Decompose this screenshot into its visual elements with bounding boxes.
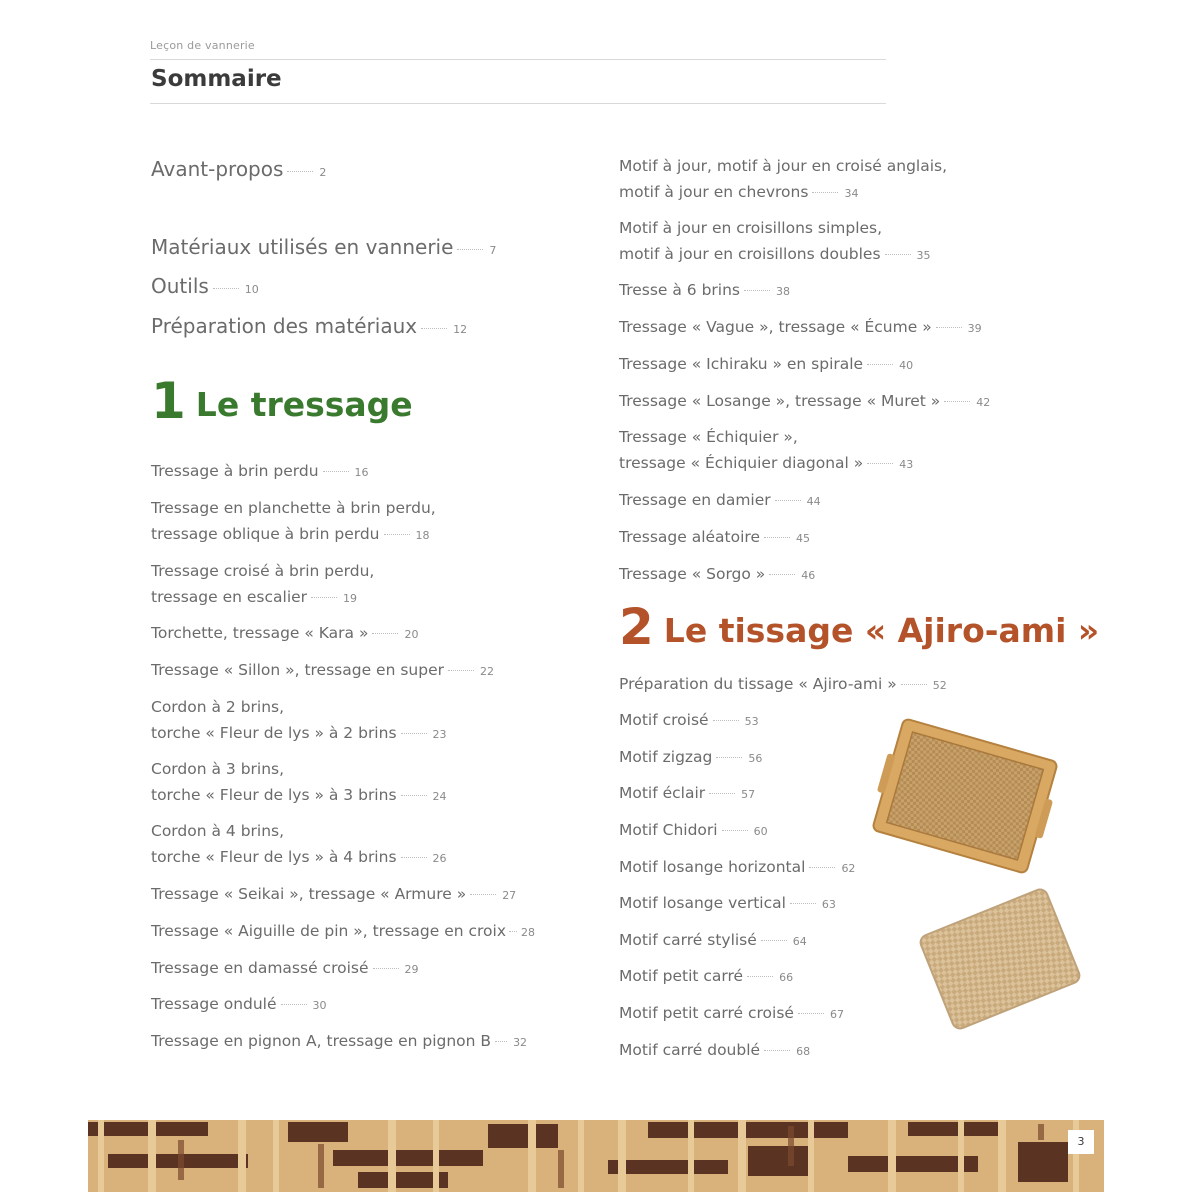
- dot-leader: [421, 328, 447, 329]
- toc-entry-page: 23: [432, 728, 447, 741]
- dot-leader: [384, 534, 410, 535]
- toc-entry[interactable]: [619, 561, 815, 589]
- header-rule-top: [150, 59, 886, 60]
- toc-entry-title: Motif zigzag: [619, 748, 713, 766]
- dot-leader: [373, 968, 399, 969]
- toc-entry-title: Motif carré stylisé: [619, 931, 757, 949]
- toc-entry-page: 16: [354, 466, 369, 479]
- dot-leader: [790, 903, 816, 904]
- toc-entry-line: Motif à jour, motif à jour en croisé anglais,: [619, 157, 948, 175]
- toc-entry-page: 57: [741, 788, 756, 801]
- dot-leader: [323, 471, 349, 472]
- dot-leader: [867, 364, 893, 365]
- toc-entry-page: 38: [776, 285, 791, 298]
- toc-entry-title: Préparation des matériaux: [151, 314, 418, 338]
- toc-entry-page: 66: [779, 971, 794, 984]
- dot-leader: [764, 1050, 790, 1051]
- dot-leader: [448, 670, 474, 671]
- toc-entry-page: 46: [801, 569, 816, 582]
- toc-entry-page: 27: [502, 889, 517, 902]
- toc-entry-page: 53: [744, 715, 759, 728]
- toc-entry-title: Tressage « Aiguille de pin », tressage en croix: [151, 922, 507, 940]
- toc-entry-page: 34: [844, 187, 859, 200]
- toc-entry[interactable]: [619, 707, 759, 735]
- toc-entry-title: Tressage « Ichiraku » en spirale: [619, 355, 864, 373]
- toc-entry-page: 63: [821, 898, 836, 911]
- section-title: Le tressage: [195, 385, 413, 424]
- toc-entry-page: 62: [841, 862, 856, 875]
- toc-entry[interactable]: [151, 495, 436, 549]
- toc-entry-title: Tressage aléatoire: [619, 528, 760, 546]
- toc-entry[interactable]: [151, 1028, 527, 1056]
- dot-leader: [901, 684, 927, 685]
- dot-leader: [761, 940, 787, 941]
- toc-entry[interactable]: [619, 1000, 844, 1028]
- toc-entry[interactable]: [151, 271, 259, 305]
- toc-entry-page: 68: [796, 1045, 811, 1058]
- toc-entry[interactable]: [619, 854, 855, 882]
- toc-entry-title: Tressage « Losange », tressage « Muret »: [619, 392, 941, 410]
- toc-entry-title: Motif losange horizontal: [619, 858, 806, 876]
- dot-leader: [470, 894, 496, 895]
- toc-entry-title: Tressage en damassé croisé: [151, 959, 369, 977]
- toc-entry-title: Tressage « Sillon », tressage en super: [151, 661, 444, 679]
- toc-entry[interactable]: [151, 232, 496, 266]
- dot-leader: [775, 500, 801, 501]
- toc-entry[interactable]: [151, 311, 467, 345]
- dot-leader: [744, 290, 770, 291]
- dot-leader: [213, 288, 239, 289]
- toc-entry-title: Tresse à 6 brins: [619, 281, 741, 299]
- toc-entry-page: 24: [432, 790, 447, 803]
- dot-leader: [764, 537, 790, 538]
- toc-entry-page: 45: [795, 532, 810, 545]
- toc-entry-title: Outils: [151, 274, 209, 298]
- toc-entry-page: 42: [976, 396, 991, 409]
- toc-entry-title: Torchette, tressage « Kara »: [151, 624, 369, 642]
- woven-tray-photo: [872, 716, 1058, 876]
- toc-entry-page: 40: [899, 359, 914, 372]
- toc-entry-line: motif à jour en croisillons doubles: [619, 245, 881, 263]
- toc-entry-page: 18: [415, 529, 430, 542]
- toc-entry[interactable]: [151, 558, 374, 612]
- dot-leader: [372, 633, 398, 634]
- toc-entry-page: 22: [479, 665, 494, 678]
- dot-leader: [457, 249, 483, 250]
- dot-leader: [885, 254, 911, 255]
- toc-entry-title: Tressage « Seikai », tressage « Armure »: [151, 885, 467, 903]
- toc-entry-line: Tressage en planchette à brin perdu,: [151, 499, 436, 517]
- toc-entry-page: 20: [404, 628, 419, 641]
- toc-entry-page: 10: [244, 283, 259, 296]
- toc-entry[interactable]: [151, 955, 419, 983]
- toc-entry[interactable]: [619, 671, 947, 699]
- dot-leader: [401, 733, 427, 734]
- toc-entry-line: Tressage croisé à brin perdu,: [151, 562, 375, 580]
- dot-leader: [809, 867, 835, 868]
- toc-entry-title: Avant-propos: [151, 157, 284, 181]
- toc-entry[interactable]: [619, 963, 793, 991]
- toc-entry-page: 35: [916, 249, 931, 262]
- dot-leader: [401, 857, 427, 858]
- dot-leader: [713, 720, 739, 721]
- dot-leader: [812, 192, 838, 193]
- woven-band-pattern: [88, 1120, 1104, 1192]
- toc-entry-title: Motif petit carré croisé: [619, 1004, 794, 1022]
- toc-entry-page: 60: [753, 825, 768, 838]
- section-number: 1: [151, 372, 186, 430]
- toc-entry-title: Tressage ondulé: [151, 995, 277, 1013]
- toc-entry-page: 67: [829, 1008, 844, 1021]
- toc-entry[interactable]: [619, 780, 755, 808]
- toc-entry-line: motif à jour en chevrons: [619, 183, 809, 201]
- dot-leader: [495, 1041, 507, 1042]
- toc-entry-title: Motif éclair: [619, 784, 706, 802]
- woven-band-footer: [88, 1120, 1104, 1192]
- toc-entry[interactable]: [619, 215, 931, 269]
- dot-leader: [867, 463, 893, 464]
- toc-entry-page: 19: [343, 592, 358, 605]
- toc-entry[interactable]: [619, 487, 821, 515]
- toc-entry-title: Motif losange vertical: [619, 894, 786, 912]
- dot-leader: [722, 830, 748, 831]
- toc-entry[interactable]: [619, 388, 990, 416]
- toc-entry-title: Tressage en pignon A, tressage en pignon B: [151, 1032, 492, 1050]
- dot-leader: [716, 757, 742, 758]
- toc-entry-page: 26: [432, 852, 447, 865]
- section-number: 2: [619, 598, 654, 656]
- toc-entry[interactable]: [619, 524, 810, 552]
- page-title: Sommaire: [151, 66, 282, 92]
- toc-entry-page: 29: [404, 963, 419, 976]
- toc-entry-line: tressage oblique à brin perdu: [151, 525, 380, 543]
- dot-leader: [769, 574, 795, 575]
- toc-entry-title: Tressage à brin perdu: [151, 462, 319, 480]
- toc-entry-page: 7: [489, 244, 497, 257]
- toc-entry[interactable]: [619, 277, 790, 305]
- toc-entry[interactable]: [619, 314, 982, 342]
- toc-entry[interactable]: [619, 890, 836, 918]
- toc-entry-line: tressage en escalier: [151, 588, 308, 606]
- toc-entry-page: 28: [521, 926, 536, 939]
- toc-entry-line: torche « Fleur de lys » à 4 brins: [151, 848, 397, 866]
- toc-entry[interactable]: [151, 818, 447, 872]
- toc-entry-title: Motif carré doublé: [619, 1041, 761, 1059]
- toc-entry-line: tressage « Échiquier diagonal »: [619, 454, 864, 472]
- toc-entry-title: Motif petit carré: [619, 967, 744, 985]
- dot-leader: [401, 795, 427, 796]
- toc-entry[interactable]: [151, 881, 516, 909]
- toc-entry-line: torche « Fleur de lys » à 2 brins: [151, 724, 397, 742]
- toc-entry-page: 2: [319, 166, 327, 179]
- toc-entry-title: Tressage en damier: [619, 491, 771, 509]
- section-title: Le tissage « Ajiro-ami »: [663, 611, 1100, 650]
- toc-entry-line: Tressage « Échiquier »,: [619, 428, 798, 446]
- toc-entry[interactable]: [619, 424, 913, 478]
- toc-entry[interactable]: [151, 991, 327, 1019]
- toc-entry[interactable]: [151, 154, 326, 188]
- toc-entry[interactable]: [619, 351, 913, 379]
- toc-entry-title: Tressage « Sorgo »: [619, 565, 766, 583]
- header-rule-bottom: [150, 103, 886, 104]
- running-head: Leçon de vannerie: [150, 39, 255, 52]
- dot-leader: [747, 976, 773, 977]
- toc-entry-page: 43: [899, 458, 914, 471]
- toc-entry-page: 32: [513, 1036, 528, 1049]
- toc-entry-title: Motif croisé: [619, 711, 709, 729]
- toc-entry-title: Matériaux utilisés en vannerie: [151, 235, 454, 259]
- section-heading-2: [619, 598, 1099, 656]
- page-number: 3: [1068, 1130, 1094, 1154]
- dot-leader: [944, 401, 970, 402]
- toc-entry-page: 56: [748, 752, 763, 765]
- toc-entry[interactable]: [619, 744, 762, 772]
- toc-entry-page: 39: [967, 322, 982, 335]
- toc-entry[interactable]: [619, 153, 947, 207]
- toc-entry[interactable]: [151, 657, 494, 685]
- toc-entry-line: Motif à jour en croisillons simples,: [619, 219, 883, 237]
- toc-entry-line: Cordon à 3 brins,: [151, 760, 285, 778]
- toc-entry[interactable]: [151, 620, 418, 648]
- toc-entry[interactable]: [151, 694, 447, 748]
- toc-entry[interactable]: [619, 817, 768, 845]
- dot-leader: [287, 171, 313, 172]
- dot-leader: [509, 931, 517, 932]
- toc-entry[interactable]: [151, 918, 535, 946]
- woven-mat-photo: [916, 884, 1084, 1034]
- dot-leader: [798, 1013, 824, 1014]
- toc-entry-line: Cordon à 4 brins,: [151, 822, 285, 840]
- toc-entry-page: 12: [453, 323, 468, 336]
- toc-entry-title: Préparation du tissage « Ajiro-ami »: [619, 675, 897, 693]
- toc-entry-title: Tressage « Vague », tressage « Écume »: [619, 318, 932, 336]
- dot-leader: [709, 793, 735, 794]
- toc-entry-line: Cordon à 2 brins,: [151, 698, 285, 716]
- toc-entry-title: Motif Chidori: [619, 821, 718, 839]
- dot-leader: [311, 597, 337, 598]
- toc-entry[interactable]: [619, 1037, 810, 1065]
- section-heading-1: [151, 372, 413, 430]
- dot-leader: [281, 1004, 307, 1005]
- dot-leader: [936, 327, 962, 328]
- toc-entry-page: 30: [312, 999, 327, 1012]
- toc-entry[interactable]: [619, 927, 807, 955]
- toc-entry-page: 52: [932, 679, 947, 692]
- toc-entry-line: torche « Fleur de lys » à 3 brins: [151, 786, 397, 804]
- toc-entry[interactable]: [151, 756, 447, 810]
- toc-entry[interactable]: [151, 458, 369, 486]
- toc-entry-page: 44: [806, 495, 821, 508]
- toc-entry-page: 64: [792, 935, 807, 948]
